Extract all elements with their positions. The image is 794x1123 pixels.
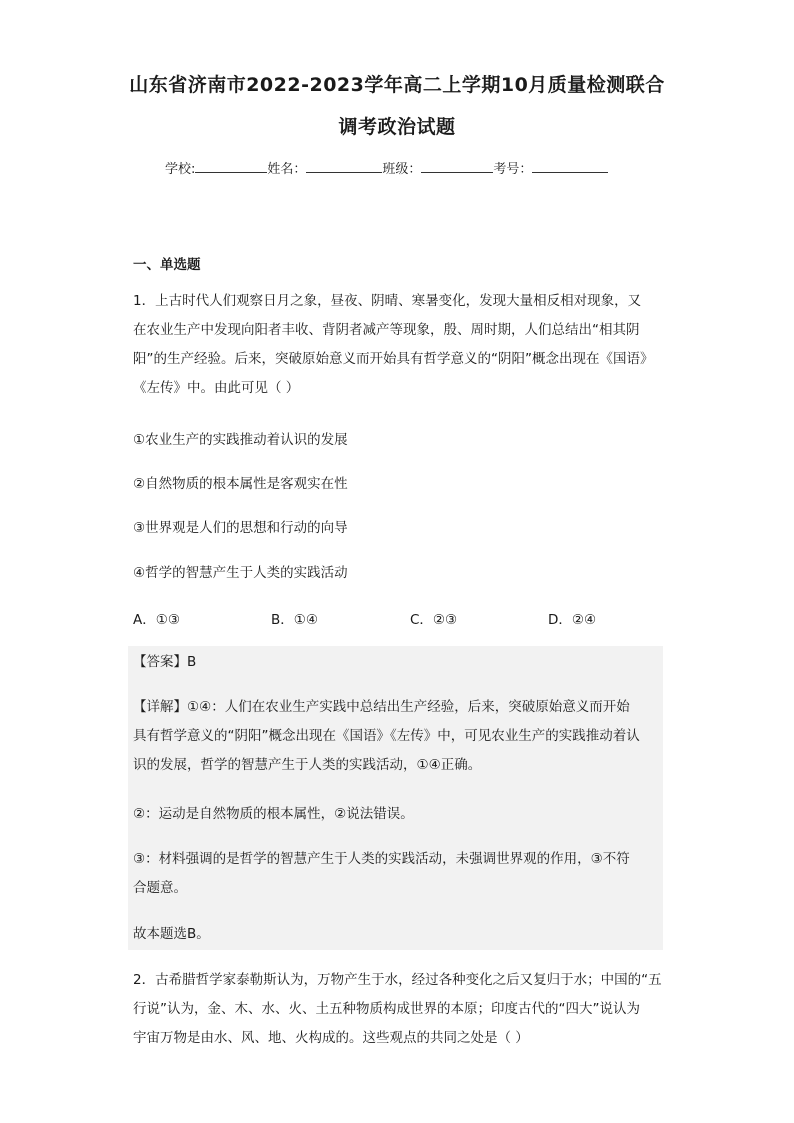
explanation-line: 识的发展，哲学的智慧产生于人类的实践活动，①④正确。	[133, 757, 482, 773]
question-2-stem-line: 行说”认为，金、木、水、火、土五种物质构成世界的本原；印度古代的“四大”说认为	[133, 1001, 640, 1017]
section-title: 一、单选题	[133, 257, 201, 273]
statement-2: ②自然物质的根本属性是客观实在性	[133, 476, 348, 492]
answer-explanation-box	[128, 646, 663, 950]
explanation-line: 具有哲学意义的“阴阳”概念出现在《国语》《左传》中，可见农业生产的实践推动着认	[133, 728, 640, 744]
school-label: 学校:	[165, 162, 196, 177]
question-1-stem-line: 《左传》中。由此可见（ ）	[133, 380, 300, 396]
class-blank[interactable]	[421, 160, 493, 173]
page-title-line1: 山东省济南市2022-2023学年高二上学期10月质量检测联合	[129, 74, 665, 96]
school-blank[interactable]	[195, 160, 267, 173]
option-b[interactable]: B．①④	[271, 612, 318, 628]
student-info-fields	[165, 158, 608, 177]
name-blank[interactable]	[306, 160, 382, 173]
statement-4: ④哲学的智慧产生于人类的实践活动	[133, 565, 348, 581]
question-2-stem-line: 宇宙万物是由水、风、地、火构成的。这些观点的共同之处是（ ）	[133, 1030, 529, 1046]
option-a[interactable]: A．①③	[133, 612, 180, 628]
exam-number-blank[interactable]	[532, 160, 608, 173]
option-c[interactable]: C．②③	[410, 612, 458, 628]
name-label: 姓名：	[267, 162, 307, 177]
explanation-line: 合题意。	[133, 880, 187, 896]
explanation-point-3	[133, 845, 663, 903]
exam-number-label: 考号：	[493, 162, 533, 177]
question-1-stem	[133, 287, 663, 403]
conclusion: 故本题选B。	[133, 926, 210, 942]
explanation-line: ③：材料强调的是哲学的智慧产生于人类的实践活动，未强调世界观的作用，③不符	[133, 851, 630, 867]
page-title-line2: 调考政治试题	[338, 116, 456, 138]
option-d[interactable]: D．②④	[548, 612, 597, 628]
explanation	[133, 693, 663, 780]
explanation-point-2: ②：运动是自然物质的根本属性，②说法错误。	[133, 806, 414, 822]
answer-label: 【答案】B	[133, 654, 197, 670]
class-label: 班级：	[382, 162, 422, 177]
question-1-stem-line: 1．上古时代人们观察日月之象，昼夜、阴晴、寒暑变化，发现大量相反相对现象，又	[133, 293, 642, 309]
explanation-line: 【详解】①④：人们在农业生产实践中总结出生产经验，后来，突破原始意义而开始	[133, 699, 630, 715]
question-2-stem	[133, 966, 663, 1053]
question-1-stem-line: 阳”的生产经验。后来，突破原始意义而开始具有哲学意义的“阴阳”概念出现在《国语》	[133, 351, 654, 367]
question-2-stem-line: 2．古希腊哲学家泰勒斯认为，万物产生于水，经过各种变化之后又复归于水；中国的“五	[133, 972, 662, 988]
question-1-stem-line: 在农业生产中发现向阳者丰收、背阴者减产等现象，殷、周时期，人们总结出“相其阴	[133, 322, 640, 338]
statement-3: ③世界观是人们的思想和行动的向导	[133, 520, 348, 536]
statement-1: ①农业生产的实践推动着认识的发展	[133, 432, 348, 448]
